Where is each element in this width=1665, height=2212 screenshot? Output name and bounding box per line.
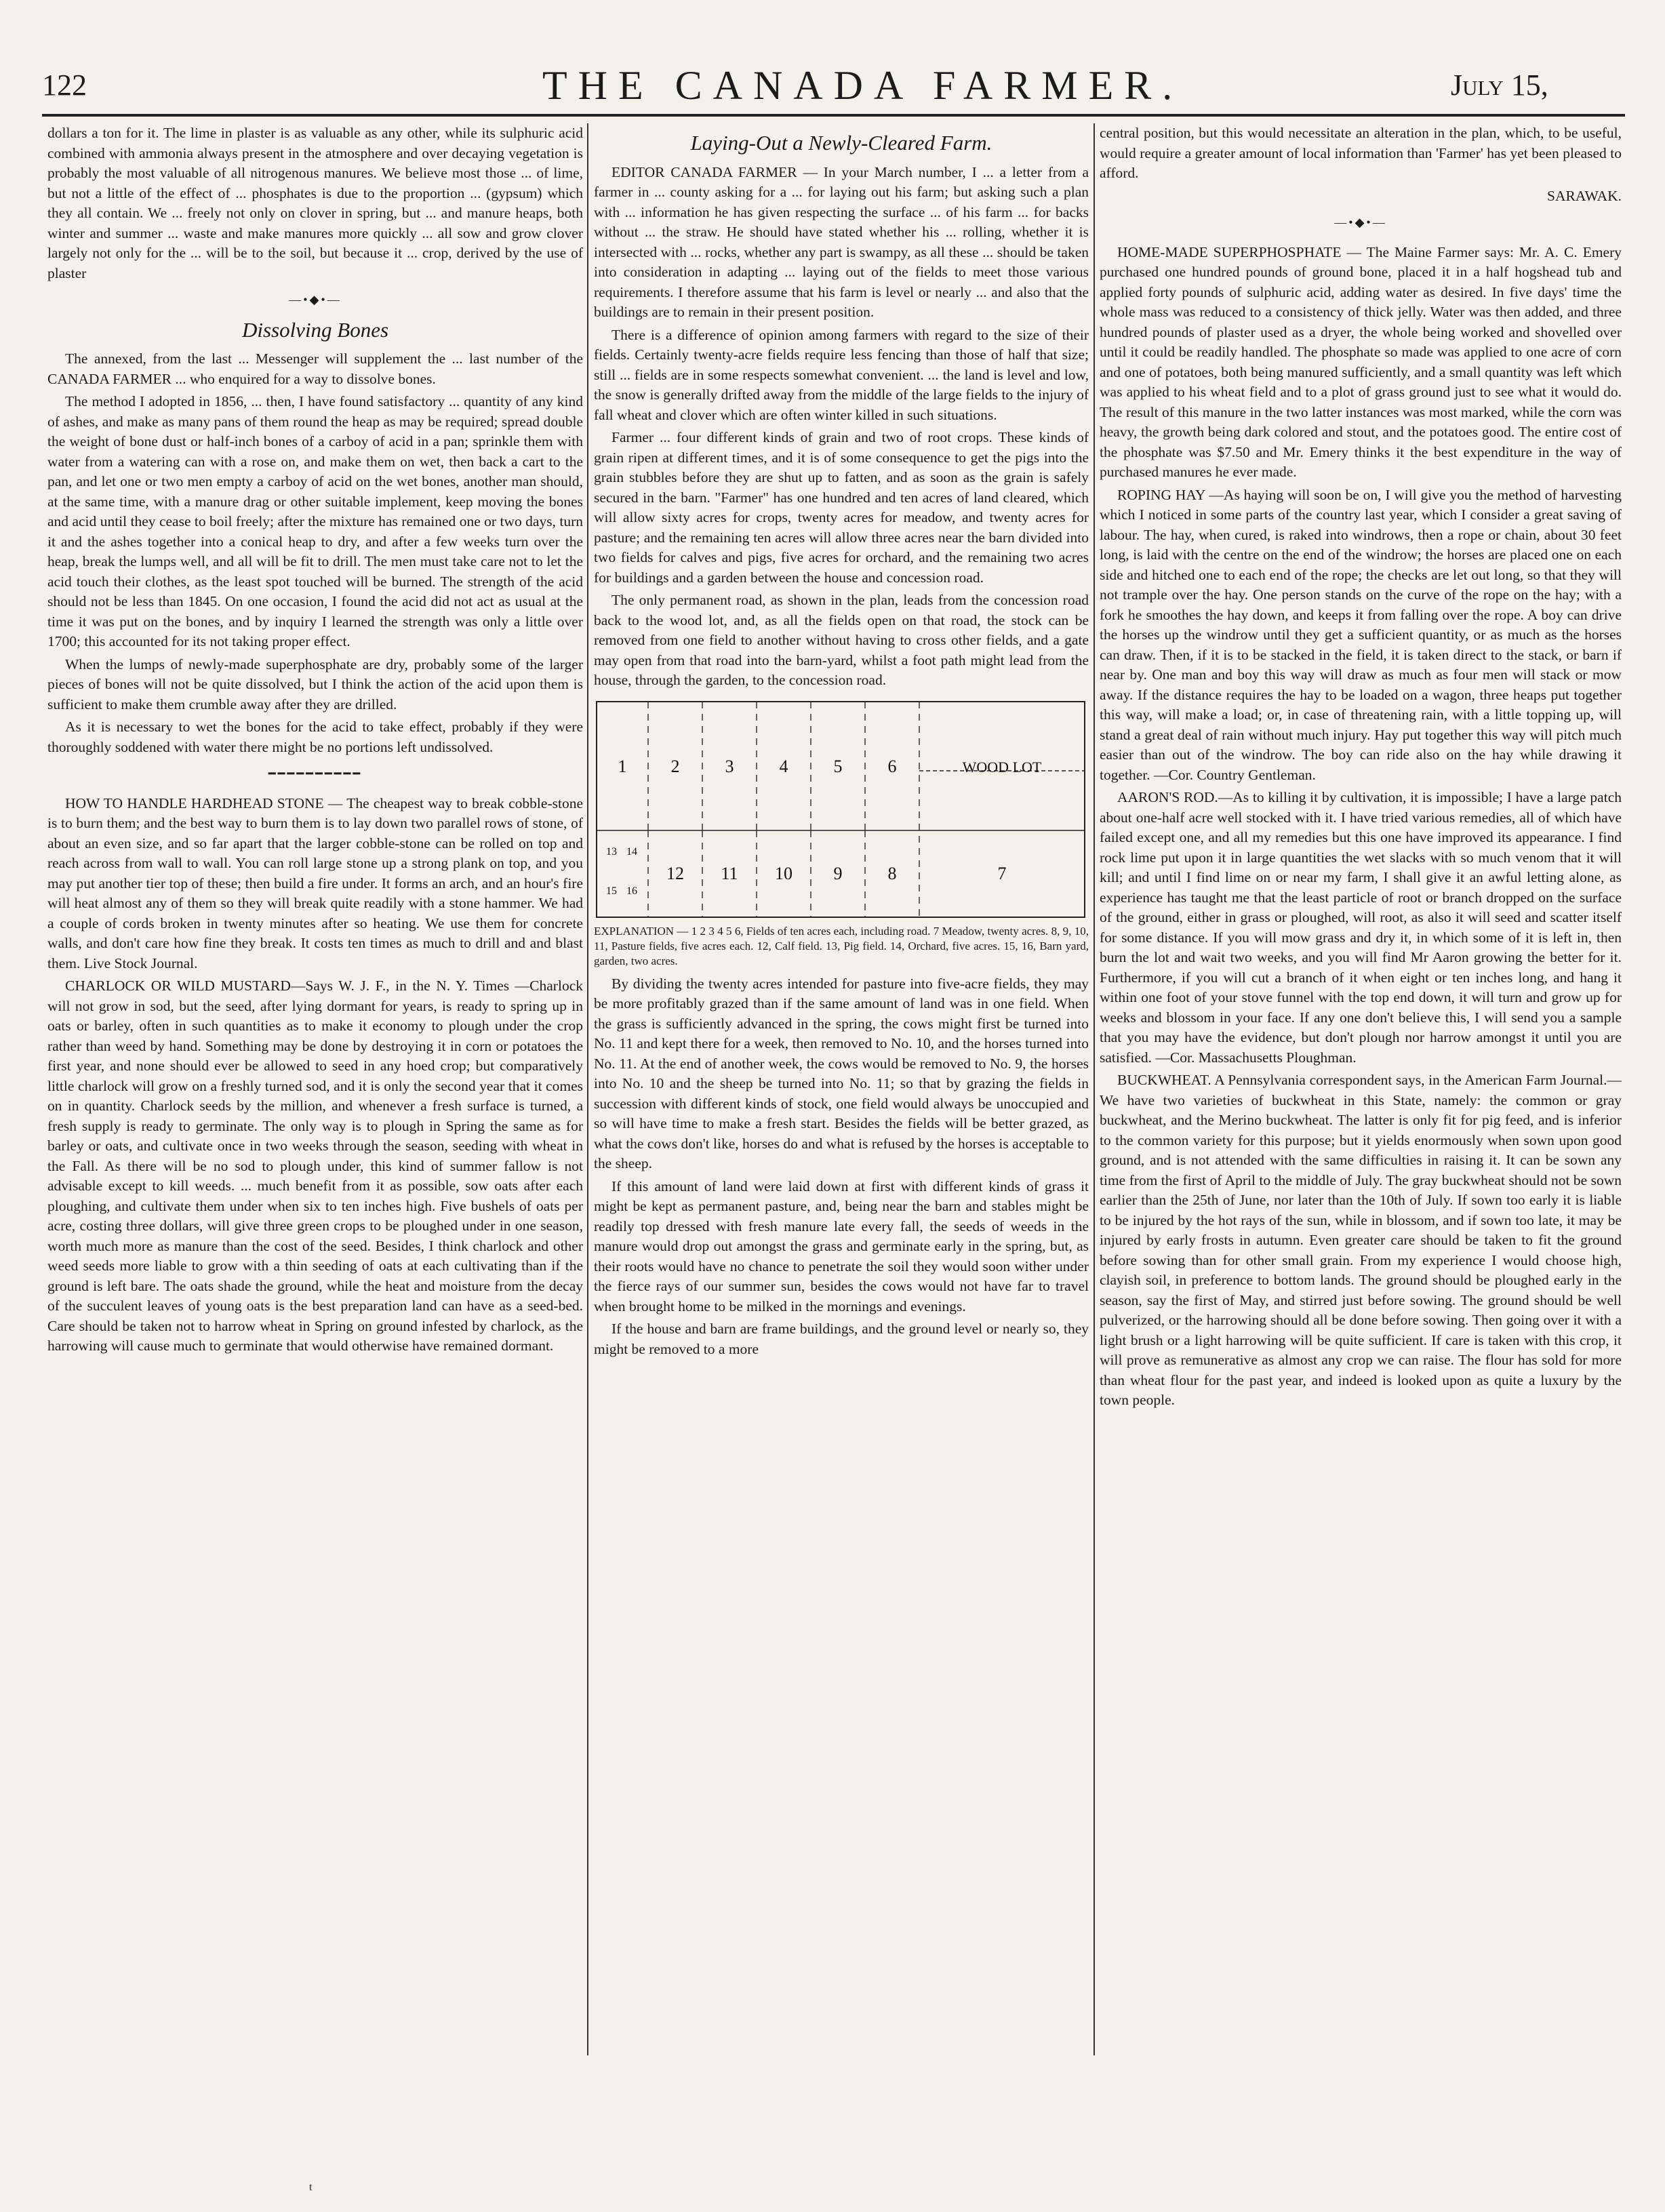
article-paragraph: Farmer ... four different kinds of grain and two of root crops. These kinds of grain ripen at different times, and it is of some consequence to get the pigs into the grain stubbles before they are shut up to fatten, and as soon as the grain is safely secured in the barn. "Farmer" has one hundred and ten acres of land cleared, which will allow sixty acres for crops, twenty acres for meadow, and twenty acres for pasture; and the remaining ten acres will allow three acres near the barn divided into two fields for calves and pigs, five acres for orchard, and the remaining two acres for buildings and a garden between the house and concession road.	[594, 429, 1089, 586]
article-paragraph: When the lumps of newly-made superphosphate are dry, probably some of the larger pieces of bones will not be quite dissolved, but I think the action of the acid upon them is sufficient to make them crumble away after they are drilled.	[47, 656, 583, 712]
plan-label-field: 8	[887, 863, 897, 883]
article-continuation: central position, but this would necessitate an alteration in the plan, which, to be useful, would require a greater amount of local information than 'Farmer' has yet been pleased to afford.	[1100, 125, 1622, 181]
article-buckwheat: BUCKWHEAT. A Pennsylvania correspondent says, in the American Farm Journal.—We have two varieties of buckwheat in this State, namely: the common or gray buckwheat, and the Merino buckwheat. The latter is only fit for pig feed, and is inferior to the common variety for this purpose; but it yields enormously when sown upon good ground, and is not attended with the same difficulties in raising it. It can be sown any time from the first of April to the middle of July. The gray buckwheat should not be sown earlier than the 25th of June, nor later than the 10th of July. If sown too early it is liable to be injured by the hot rays of the sun, while in blossom, and if sown too late, it may be injured by early frosts in autumn. Even greater care should be taken to fit the ground before sowing than for other small grain. From my experience I would choose high, clayish soil, in preference to bottom lands. The ground should be ploughed early in the season, say the first of May, and stirred just before sowing. The ground should be well pulverized, or the harrowing should all be done before sowing. Then going over it with a light brush or a light harrowing will be quite sufficient. If care is taken with this crop, it will prove as remunerative as almost any crop we can raise. The flour has sold for more than wheat flour for the past year, and indeed is looked upon as quite a luxury by the town people.	[1100, 1072, 1622, 1408]
article-title-dissolving-bones: Dissolving Bones	[241, 317, 389, 342]
plan-label-wood-lot: WOOD LOT	[962, 758, 1042, 776]
column-right	[1100, 123, 1622, 2062]
plan-field-dividers	[648, 702, 919, 917]
article-charlock: CHARLOCK OR WILD MUSTARD—Says W. J. F., in the N. Y. Times —Charlock will not grow in sod, but the seed, after lying dormant for years, is ready to spring up in oats or barley, often in such quantities as to make it economy to plough under the crop rather than weed by hand. Something may be done by destroying it in corn or potatoes the first year, and none should ever be allowed to seed in any hoed crop; but comparatively little charlock will grow on a freshly turned sod, and it is only the second year that it comes on in quantity. Charlock seeds by the million, and whenever a fresh surface is turned, a fresh supply is ready to germinate. The only way is to plough in Spring the same as for barley or oats, and cultivate once in two weeks through the season, seeding with wheat in the Fall. As there will be no sod to plough under, this kind of summer fallow is not advisable except to kill weeds. ... much benefit from it as possible, sow oats after each ploughing, and cultivate them under when six to ten inches high. Five bushels of oats per acre, costing three dollars, will give three green crops to be ploughed under in one season, worth much more as manure than the cost of the seed. Besides, I think charlock and other weed seeds more liable to grow with a thin seeding of oats at each cultivating than if the ground is left bare. The oats shade the ground, while the heat and moisture from the decay of the succulent leaves of young oats is the best preparation land can have as a seed-bed. Care should be taken not to harrow wheat in Spring on ground infested by charlock, as the harrowing will cause much to germinate that would otherwise have remained dormant.	[47, 978, 583, 1354]
article-paragraph: The method I adopted in 1856, ... then, I have found satisfactory ... quantity of any kind of ashes, and make as many pans of them round the heap as may be required; spread double the weight of bone dust or half-inch bones of a carboy of acid in a pan; sprinkle them with water from a watering can with a rose on, and make them on wet, then back a cart to the pan, and let one or two men empty a carboy of acid on the wet bones, another man should, at the same time, with a manure drag or other suitable implement, keep moving the bones and acid until they cease to boil freely; after the mixture has remained one or two days, turn it and the ashes together into a conical heap to dry, and after a few weeks turn over the heap, break the lumps well, and all will be fit to drill. The men must take care not to let the acid touch their clothes, as the least spot touched will be burned. The strength of the acid should not be less than 1845. On one occasion, I found the acid did not act as usual at the time it was put on the bones, and by inquiry I learned the strength was only a little over 1700; this accounted for its not taking proper effect.	[47, 393, 583, 649]
plan-label-field: 1	[618, 756, 627, 776]
article-title-laying-out-farm: Laying-Out a Newly-Cleared Farm.	[690, 131, 992, 155]
plan-label-field: 4	[779, 756, 788, 776]
plan-label-field: 15	[606, 885, 617, 897]
page-number: 122	[42, 68, 87, 102]
plan-label-field: 9	[833, 863, 843, 883]
plan-label-field: 10	[775, 863, 793, 883]
plan-label-field: 11	[721, 863, 738, 883]
plan-label-field: 16	[626, 885, 637, 897]
article-paragraph: If this amount of land were laid down at first with different kinds of grass it might be kept as permanent pasture, and, being near the barn and stables might be readily top dressed with fresh manure late every fall, the seeds of weeds in the manure would drop out amongst the grass and germinate early in the spring, but, as their roots would have no chance to penetrate the soil they would soon wither under the fierce rays of our summer sun, besides the cows would not have far to travel when brought home to be milked in the mornings and evenings.	[594, 1178, 1089, 1314]
section-ornament: —•◆•—	[1334, 216, 1387, 229]
plan-label-field: 3	[725, 756, 734, 776]
farm-plan-diagram	[594, 698, 1089, 921]
article-home-made-superphosphate: HOME-MADE SUPERPHOSPHATE — The Maine Farmer says: Mr. A. C. Emery purchased one hundred pounds of ground bone, placed it in a half hogshead tub and applied forty pounds of sulphuric acid, adding water as desired. In five days' time the whole mass was reduced to a consistency of thick jelly. Water was then added, and three hundred pounds of plaster used as a dryer, the whole being worked and shovelled over until it could be readily handled. The phosphate so made was applied to one acre of corn and one of potatoes, both being manured sufficiently, and a small quantity was left which was applied to his wheat field and to a plot of grass ground just to see what it would do. The result of this manure in the two latter instances was most marked, while the corn was heavy, the growth being dark colored and stout, and the potatoes good. The entire cost of the phosphate was $7.50 and Mr. Emery thinks it the best expenditure in the way of purchased manures he ever made.	[1100, 243, 1622, 480]
article-paragraph: If the house and barn are frame buildings, and the ground level or nearly so, they might be removed to a more	[594, 1321, 1089, 1357]
masthead-title: THE CANADA FARMER.	[542, 63, 1184, 108]
plan-label-field: 13	[606, 845, 617, 858]
article-paragraph: EDITOR CANADA FARMER — In your March number, I ... a letter from a farmer in ... county asking for a ... for laying out his farm; but asking such a plan with ... information he has given respecting the surface ... of his farm ... for backs without ... the straw. He should have stated whether his ... rolling, whether it is intersected with ... rocks, whether any part is swampy, as all these ... should be taken into consideration in adapting ... laying out of the fields to meet those various requirements. I therefore assume that his farm is level or nearly ... and also that the buildings are to remain in their present position.	[594, 163, 1089, 320]
column-left	[47, 123, 583, 2062]
issue-date: July 15,	[1451, 68, 1548, 102]
article-paragraph: As it is necessary to wet the bones for the acid to take effect, probably if they were thoroughly soddened with water there might be no portions left undissolved.	[47, 719, 583, 755]
plan-label-field: 14	[626, 845, 637, 858]
plan-label-field: 5	[833, 756, 843, 776]
plan-border	[597, 702, 1085, 917]
section-ornament: —•◆•—	[289, 293, 342, 306]
section-ornament: ━━━━━━━━━━	[268, 767, 363, 780]
plan-label-field: 7	[997, 863, 1007, 883]
plan-label-field: 12	[666, 863, 684, 883]
header-rule	[42, 114, 1625, 117]
plan-label-field: 2	[670, 756, 680, 776]
footer-mark: t	[309, 2181, 313, 2193]
column-divider	[1094, 123, 1095, 2055]
lime-plaster-continuation: dollars a ton for it. The lime in plaster is as valuable as any other, while its sulphuric acid combined with ammonia always present in the atmosphere and over decaying vegetation is probably the most valuable of all nitrogenous manures. We believe most those ... of lime, but not a little of the effect of ... phosphates is due to the proportion ... (gypsum) which they all contain. We ... freely not only on clover in spring, but ... and manure heaps, both winter and summer ... waste and make manures more quickly ... all sow and grow clover largely not only for the ... will be to the soil, but because it ... crop, derived by the use of plaster	[47, 125, 583, 281]
article-paragraph: The only permanent road, as shown in the plan, leads from the concession road back to the wood lot, and, as all the fields open on that road, the stock can be removed from one field to another without having to cross other fields, and a gate may open from that road into the barn-yard, whilst a foot path might lead from the house, through the garden, to the concession road.	[594, 592, 1089, 688]
article-aarons-rod: AARON'S ROD.—As to killing it by cultivation, it is impossible; I have a large patch about one-half acre well stocked with it. I have tried various remedies, all of which have failed except one, and all my remedies but this one have improved its appearance. I find rock lime put upon it in large quantities the wet slacks with so much venom that it will kill; and until I find lime on or near my farm, I shall give it an awful letting alone, as experience has taught me that the least particle of root or branch dropped on the surface of the ground, either in grass or ploughed, will root, as also it will seed and scatter itself for some distance. If you will mow grass and dry it, in which some of it is left in, then burn the lot and wait two weeks, and you will find Mr Aaron growing the better for it. Furthermore, if you will cut a branch of it when eight or ten inches long, and hang it within one foot of your stove funnel with the top end down, it will turn and grow up for weeks and blossom in your face. If any one don't believe this, I will send you a sample that you may have the evidence, but don't plough nor harrow amongst it until you are satisfied. —Cor. Massachusetts Ploughman.	[1100, 789, 1622, 1066]
article-roping-hay: ROPING HAY —As haying will soon be on, I will give you the method of harvesting which I noticed in some parts of the country last year, which I consider a great saving of labour. The hay, when cured, is raked into windrows, then a rope or chain, about 30 feet long, is laid with the centre on the end of the windrow; the horses are placed one on each side and hitched one to each end of the rope; the checks are let out long, so that they will not trample over the hay. One person stands on the curve of the rope on the hay; with a fork he smoothes the hay down, and keeps it from falling over the rope. A boy can drive the horses up the windrow until they get a sufficient quantity, or as much as the horses can draw. Then, if it is to be stacked in the field, it is taken direct to the stack, or barn if near by. One man and boy this way will draw as much as four men will stack or mow away. If the distance requires the hay to be loaded on a wagon, three heaps put together this way, will make a load; or, in case of threatening rain, with a little topping up, will stand a great deal of rain without much injury. Hay put together this way will pitch much easier than out of the windrow. The boy can ride also on the hay while drawing it together. —Cor. Country Gentleman.	[1100, 486, 1622, 783]
article-hardhead-stone: HOW TO HANDLE HARDHEAD STONE — The cheapest way to break cobble-stone is to burn them; and the best way to burn them is to lay down two parallel rows of stone, of about an even size, and so far apart that the larger cobble-stone can be rolled on top and reach across from wall to wall. You can roll large stone up a strong plank on top, and you may put another tier top of these; then build a fire under. It forms an arch, and an hour's fire will heat almost any of them so they will break quite readily with a stone hammer. We had a couple of cords broken in twenty minutes after so heating. We use them for concrete walls, and don't care how fine they break. It costs ten times as much to drill and and blast them. Live Stock Journal.	[47, 795, 583, 971]
article-paragraph: By dividing the twenty acres intended for pasture into five-acre fields, they may be more profitably grazed than if the same amount of land was in one field. When the grass is sufficiently advanced in the spring, the cows might first be turned into No. 11 and kept there for a week, then removed to No. 10, and the horses turned into No. 11. At the end of another week, the cows would be removed to No. 9, the horses into No. 10 and the sheep be turned into No. 11; so that by grazing the fields in succession with different kinds of stock, one field would always be unoccupied and so will have time to make a fresh start. Besides the fields will be better grazed, as what the cows don't like, horses do and what is refused by the horses is acceptable to the sheep.	[594, 975, 1089, 1171]
plan-label-field: 6	[887, 756, 897, 776]
column-middle	[594, 123, 1089, 2062]
article-signature: SARAWAK.	[1547, 187, 1622, 204]
column-divider	[587, 123, 588, 2055]
article-paragraph: The annexed, from the last ... Messenger will supplement the ... last number of the CANADA FARMER ... who enquired for a way to dissolve bones.	[47, 350, 583, 387]
farm-plan-svg	[594, 698, 1089, 921]
article-paragraph: There is a difference of opinion among farmers with regard to the size of their fields. Certainly twenty-acre fields require less fencing than those of half that size; still ... fields are in some respects somewhat convenient. ... the land is level and low, the snow is generally drifted away from the middle of the large fields to the injury of fall wheat and clover which are often winter killed in such situations.	[594, 326, 1089, 423]
plan-explanation: EXPLANATION — 1 2 3 4 5 6, Fields of ten acres each, including road. 7 Meadow, twenty acres. 8, 9, 10, 11, Pasture fields, five acres each. 12, Calf field. 13, Pig field. 14, Orchard, five acres. 15, 16, Barn yard, garden, two acres.	[594, 924, 1089, 967]
